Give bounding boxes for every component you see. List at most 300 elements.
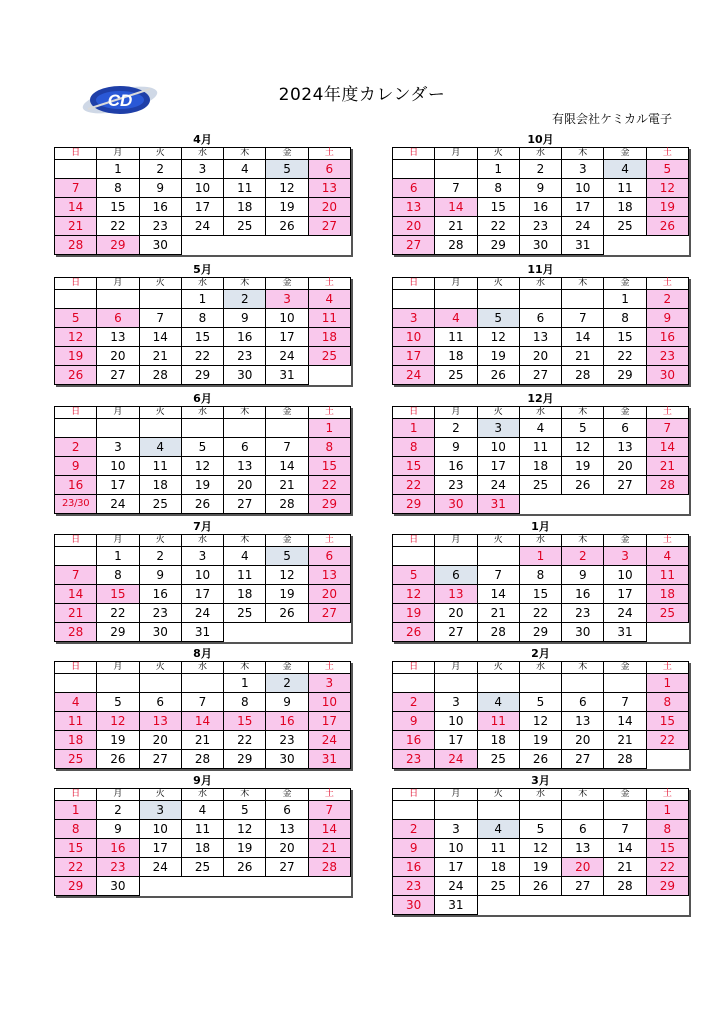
weekday-header: 木 xyxy=(562,278,604,290)
day-cell: 9 xyxy=(435,438,477,457)
month-title: 11月 xyxy=(527,263,554,276)
day-cell: 11 xyxy=(140,457,182,476)
day-cell: 2 xyxy=(55,438,97,457)
day-cell: 15 xyxy=(55,839,97,858)
day-cell: 14 xyxy=(647,438,689,457)
day-cell: 12 xyxy=(478,328,520,347)
day-cell: 3 xyxy=(309,674,351,693)
day-cell: 3 xyxy=(266,290,308,309)
weekday-header: 金 xyxy=(266,535,308,547)
day-cell: 21 xyxy=(140,347,182,366)
day-cell: 30 xyxy=(140,236,182,255)
day-cell xyxy=(562,801,604,820)
day-cell: 29 xyxy=(97,623,139,642)
day-cell: 11 xyxy=(224,566,266,585)
day-cell: 22 xyxy=(97,604,139,623)
day-cell: 27 xyxy=(604,476,646,495)
weekday-header: 水 xyxy=(182,278,224,290)
day-cell: 28 xyxy=(604,750,646,769)
day-cell: 10 xyxy=(182,179,224,198)
day-cell: 21 xyxy=(55,604,97,623)
month-calendar xyxy=(54,774,351,896)
weekday-header: 水 xyxy=(520,148,562,160)
day-cell: 5 xyxy=(520,820,562,839)
day-cell: 19 xyxy=(520,731,562,750)
empty-slot xyxy=(520,896,562,915)
weekday-header: 木 xyxy=(562,789,604,801)
day-cell: 15 xyxy=(604,328,646,347)
weekday-header: 土 xyxy=(309,407,351,419)
day-cell: 4 xyxy=(520,419,562,438)
day-cell: 19 xyxy=(266,585,308,604)
weekday-header: 金 xyxy=(604,407,646,419)
day-cell: 27 xyxy=(97,366,139,385)
weekday-header: 水 xyxy=(182,535,224,547)
day-cell: 2 xyxy=(562,547,604,566)
weekday-header: 月 xyxy=(435,789,477,801)
day-cell: 8 xyxy=(182,309,224,328)
day-cell: 11 xyxy=(435,328,477,347)
day-cell xyxy=(55,160,97,179)
weekday-header: 日 xyxy=(55,278,97,290)
weekday-header: 火 xyxy=(140,789,182,801)
day-cell: 5 xyxy=(55,309,97,328)
weekday-header: 月 xyxy=(435,662,477,674)
day-cell: 5 xyxy=(182,438,224,457)
day-cell: 22 xyxy=(224,731,266,750)
day-cell: 1 xyxy=(182,290,224,309)
day-cell: 18 xyxy=(647,585,689,604)
day-cell xyxy=(562,290,604,309)
day-cell: 19 xyxy=(224,839,266,858)
month-grid xyxy=(392,661,689,769)
day-cell: 15 xyxy=(647,839,689,858)
day-cell: 12 xyxy=(393,585,435,604)
weekday-header: 木 xyxy=(224,278,266,290)
day-cell: 11 xyxy=(182,820,224,839)
day-cell: 31 xyxy=(604,623,646,642)
day-cell: 27 xyxy=(562,877,604,896)
day-cell: 9 xyxy=(140,179,182,198)
day-cell xyxy=(55,674,97,693)
day-cell xyxy=(435,160,477,179)
empty-slot xyxy=(520,495,562,514)
weekday-header: 日 xyxy=(55,789,97,801)
day-cell: 31 xyxy=(562,236,604,255)
day-cell: 30 xyxy=(647,366,689,385)
empty-slot xyxy=(647,495,689,514)
month-calendar xyxy=(392,520,689,642)
day-cell: 8 xyxy=(309,438,351,457)
day-cell: 16 xyxy=(520,198,562,217)
day-cell: 5 xyxy=(393,566,435,585)
day-cell: 18 xyxy=(55,731,97,750)
day-cell: 26 xyxy=(520,750,562,769)
day-cell: 4 xyxy=(224,547,266,566)
empty-slot xyxy=(182,236,224,255)
weekday-header: 火 xyxy=(478,662,520,674)
day-cell: 29 xyxy=(393,495,435,514)
empty-slot xyxy=(224,236,266,255)
day-cell: 12 xyxy=(520,712,562,731)
day-cell xyxy=(55,419,97,438)
day-cell: 4 xyxy=(478,820,520,839)
day-cell: 2 xyxy=(393,693,435,712)
weekday-header: 木 xyxy=(562,662,604,674)
day-cell xyxy=(478,290,520,309)
day-cell: 3 xyxy=(478,419,520,438)
month-calendar xyxy=(54,263,351,385)
weekday-header: 土 xyxy=(309,789,351,801)
day-cell xyxy=(435,290,477,309)
weekday-header: 金 xyxy=(266,278,308,290)
day-cell: 6 xyxy=(562,693,604,712)
day-cell: 6 xyxy=(309,160,351,179)
day-cell: 15 xyxy=(309,457,351,476)
day-cell: 28 xyxy=(55,236,97,255)
day-cell: 15 xyxy=(478,198,520,217)
month-calendar xyxy=(54,647,351,769)
day-cell: 30 xyxy=(520,236,562,255)
month-title: 10月 xyxy=(527,133,554,146)
day-cell: 23 xyxy=(224,347,266,366)
day-cell: 18 xyxy=(309,328,351,347)
day-cell: 8 xyxy=(224,693,266,712)
month-calendar xyxy=(392,133,689,255)
empty-slot xyxy=(604,896,646,915)
day-cell: 1 xyxy=(647,674,689,693)
day-cell: 26 xyxy=(520,877,562,896)
day-cell: 29 xyxy=(478,236,520,255)
day-cell: 11 xyxy=(604,179,646,198)
day-cell: 25 xyxy=(55,750,97,769)
day-cell: 12 xyxy=(97,712,139,731)
day-cell: 8 xyxy=(647,820,689,839)
day-cell xyxy=(604,801,646,820)
day-cell: 13 xyxy=(604,438,646,457)
weekday-header: 水 xyxy=(182,148,224,160)
day-cell: 20 xyxy=(435,604,477,623)
weekday-header: 日 xyxy=(393,407,435,419)
weekday-header: 金 xyxy=(266,789,308,801)
weekday-header: 火 xyxy=(478,148,520,160)
day-cell xyxy=(435,547,477,566)
day-cell: 19 xyxy=(562,457,604,476)
day-cell: 21 xyxy=(435,217,477,236)
day-cell xyxy=(97,419,139,438)
day-cell: 14 xyxy=(309,820,351,839)
day-cell: 26 xyxy=(97,750,139,769)
day-cell: 24 xyxy=(435,877,477,896)
day-cell: 25 xyxy=(140,495,182,514)
day-cell: 9 xyxy=(224,309,266,328)
day-cell: 12 xyxy=(520,839,562,858)
day-cell xyxy=(182,674,224,693)
day-cell: 26 xyxy=(647,217,689,236)
day-cell: 23/30 xyxy=(55,495,97,514)
weekday-header: 火 xyxy=(140,662,182,674)
day-cell: 19 xyxy=(55,347,97,366)
empty-slot xyxy=(604,236,646,255)
day-cell: 13 xyxy=(266,820,308,839)
day-cell: 1 xyxy=(647,801,689,820)
day-cell: 25 xyxy=(478,877,520,896)
weekday-header: 土 xyxy=(647,407,689,419)
weekday-header: 水 xyxy=(520,535,562,547)
day-cell: 15 xyxy=(97,585,139,604)
day-cell: 22 xyxy=(393,476,435,495)
day-cell: 28 xyxy=(562,366,604,385)
day-cell: 29 xyxy=(224,750,266,769)
day-cell: 17 xyxy=(266,328,308,347)
day-cell: 16 xyxy=(224,328,266,347)
day-cell: 22 xyxy=(55,858,97,877)
day-cell: 30 xyxy=(393,896,435,915)
day-cell: 24 xyxy=(393,366,435,385)
day-cell: 20 xyxy=(309,198,351,217)
day-cell: 24 xyxy=(266,347,308,366)
day-cell: 6 xyxy=(266,801,308,820)
day-cell: 15 xyxy=(647,712,689,731)
weekday-header: 木 xyxy=(562,535,604,547)
day-cell: 9 xyxy=(266,693,308,712)
day-cell: 20 xyxy=(393,217,435,236)
day-cell: 13 xyxy=(520,328,562,347)
day-cell: 3 xyxy=(140,801,182,820)
month-grid xyxy=(392,788,689,915)
day-cell: 31 xyxy=(182,623,224,642)
month-title: 9月 xyxy=(193,774,212,787)
day-cell: 3 xyxy=(182,547,224,566)
day-cell: 11 xyxy=(309,309,351,328)
weekday-header: 木 xyxy=(224,662,266,674)
day-cell: 8 xyxy=(393,438,435,457)
day-cell: 27 xyxy=(309,604,351,623)
day-cell xyxy=(55,547,97,566)
empty-slot xyxy=(309,366,351,385)
day-cell: 9 xyxy=(520,179,562,198)
day-cell: 28 xyxy=(604,877,646,896)
day-cell: 7 xyxy=(182,693,224,712)
day-cell: 5 xyxy=(562,419,604,438)
day-cell: 15 xyxy=(224,712,266,731)
day-cell: 19 xyxy=(393,604,435,623)
day-cell: 4 xyxy=(478,693,520,712)
day-cell: 27 xyxy=(562,750,604,769)
empty-slot xyxy=(647,623,689,642)
weekday-header: 火 xyxy=(478,278,520,290)
day-cell: 21 xyxy=(604,858,646,877)
company-name: 有限会社ケミカル電子 xyxy=(551,112,672,126)
day-cell: 26 xyxy=(393,623,435,642)
day-cell xyxy=(393,290,435,309)
day-cell: 7 xyxy=(604,820,646,839)
empty-slot xyxy=(647,896,689,915)
month-title: 8月 xyxy=(193,647,212,660)
day-cell: 5 xyxy=(224,801,266,820)
day-cell: 28 xyxy=(647,476,689,495)
weekday-header: 月 xyxy=(435,278,477,290)
day-cell: 25 xyxy=(224,604,266,623)
day-cell: 2 xyxy=(520,160,562,179)
day-cell xyxy=(140,674,182,693)
day-cell: 23 xyxy=(140,604,182,623)
day-cell: 24 xyxy=(562,217,604,236)
day-cell: 17 xyxy=(435,858,477,877)
day-cell xyxy=(55,290,97,309)
weekday-header: 日 xyxy=(393,148,435,160)
day-cell: 1 xyxy=(393,419,435,438)
day-cell: 18 xyxy=(604,198,646,217)
weekday-header: 火 xyxy=(478,789,520,801)
day-cell: 21 xyxy=(647,457,689,476)
day-cell: 31 xyxy=(309,750,351,769)
day-cell: 2 xyxy=(224,290,266,309)
day-cell: 14 xyxy=(55,585,97,604)
weekday-header: 月 xyxy=(97,535,139,547)
day-cell: 27 xyxy=(224,495,266,514)
day-cell: 16 xyxy=(55,476,97,495)
empty-slot xyxy=(309,623,351,642)
day-cell: 21 xyxy=(309,839,351,858)
day-cell: 5 xyxy=(266,547,308,566)
day-cell: 5 xyxy=(478,309,520,328)
month-calendar xyxy=(392,392,689,514)
month-calendar xyxy=(392,263,689,385)
day-cell: 25 xyxy=(520,476,562,495)
month-title: 4月 xyxy=(193,133,212,146)
month-title: 12月 xyxy=(527,392,554,405)
day-cell: 13 xyxy=(97,328,139,347)
day-cell: 27 xyxy=(266,858,308,877)
day-cell: 12 xyxy=(182,457,224,476)
day-cell: 17 xyxy=(478,457,520,476)
day-cell: 3 xyxy=(604,547,646,566)
day-cell: 2 xyxy=(140,160,182,179)
month-title: 2月 xyxy=(531,647,550,660)
day-cell: 21 xyxy=(478,604,520,623)
day-cell: 13 xyxy=(140,712,182,731)
weekday-header: 日 xyxy=(55,407,97,419)
month-grid xyxy=(392,147,689,255)
weekday-header: 土 xyxy=(647,535,689,547)
day-cell: 3 xyxy=(435,820,477,839)
day-cell: 29 xyxy=(97,236,139,255)
day-cell: 24 xyxy=(604,604,646,623)
day-cell: 12 xyxy=(266,566,308,585)
day-cell: 8 xyxy=(604,309,646,328)
day-cell: 1 xyxy=(478,160,520,179)
day-cell: 26 xyxy=(562,476,604,495)
day-cell: 24 xyxy=(478,476,520,495)
day-cell xyxy=(478,547,520,566)
day-cell: 17 xyxy=(562,198,604,217)
empty-slot xyxy=(647,750,689,769)
empty-slot xyxy=(266,877,308,896)
weekday-header: 水 xyxy=(182,662,224,674)
day-cell: 8 xyxy=(478,179,520,198)
day-cell: 6 xyxy=(520,309,562,328)
day-cell: 27 xyxy=(140,750,182,769)
empty-slot xyxy=(140,877,182,896)
weekday-header: 土 xyxy=(647,148,689,160)
day-cell: 7 xyxy=(562,309,604,328)
day-cell: 4 xyxy=(140,438,182,457)
day-cell: 14 xyxy=(55,198,97,217)
weekday-header: 月 xyxy=(435,148,477,160)
day-cell: 13 xyxy=(224,457,266,476)
day-cell xyxy=(393,801,435,820)
day-cell xyxy=(435,801,477,820)
day-cell: 17 xyxy=(309,712,351,731)
day-cell: 1 xyxy=(309,419,351,438)
day-cell: 15 xyxy=(97,198,139,217)
day-cell: 22 xyxy=(647,858,689,877)
day-cell: 10 xyxy=(266,309,308,328)
day-cell: 25 xyxy=(309,347,351,366)
day-cell: 26 xyxy=(182,495,224,514)
weekday-header: 火 xyxy=(478,535,520,547)
day-cell: 23 xyxy=(393,750,435,769)
day-cell: 16 xyxy=(562,585,604,604)
day-cell: 29 xyxy=(55,877,97,896)
day-cell: 26 xyxy=(266,604,308,623)
day-cell: 14 xyxy=(478,585,520,604)
day-cell: 16 xyxy=(266,712,308,731)
day-cell: 10 xyxy=(562,179,604,198)
day-cell: 4 xyxy=(604,160,646,179)
day-cell: 14 xyxy=(182,712,224,731)
day-cell: 10 xyxy=(97,457,139,476)
day-cell: 28 xyxy=(140,366,182,385)
empty-slot xyxy=(604,495,646,514)
day-cell: 22 xyxy=(520,604,562,623)
day-cell: 7 xyxy=(55,566,97,585)
day-cell: 31 xyxy=(435,896,477,915)
month-calendar xyxy=(54,133,351,255)
day-cell: 18 xyxy=(478,731,520,750)
day-cell: 19 xyxy=(647,198,689,217)
day-cell: 9 xyxy=(393,839,435,858)
day-cell xyxy=(140,419,182,438)
empty-slot xyxy=(224,623,266,642)
day-cell: 21 xyxy=(562,347,604,366)
day-cell: 27 xyxy=(520,366,562,385)
empty-slot xyxy=(309,236,351,255)
day-cell: 25 xyxy=(604,217,646,236)
day-cell: 7 xyxy=(435,179,477,198)
day-cell: 7 xyxy=(478,566,520,585)
day-cell: 1 xyxy=(55,801,97,820)
weekday-header: 月 xyxy=(435,407,477,419)
day-cell xyxy=(520,801,562,820)
day-cell: 4 xyxy=(435,309,477,328)
weekday-header: 日 xyxy=(393,789,435,801)
day-cell: 24 xyxy=(182,217,224,236)
weekday-header: 月 xyxy=(435,535,477,547)
month-grid xyxy=(392,406,689,514)
day-cell: 20 xyxy=(604,457,646,476)
weekday-header: 水 xyxy=(182,407,224,419)
day-cell: 16 xyxy=(140,198,182,217)
month-grid xyxy=(392,534,689,642)
day-cell: 7 xyxy=(140,309,182,328)
day-cell: 9 xyxy=(55,457,97,476)
day-cell: 16 xyxy=(393,731,435,750)
day-cell: 24 xyxy=(140,858,182,877)
day-cell: 6 xyxy=(604,419,646,438)
day-cell: 26 xyxy=(55,366,97,385)
